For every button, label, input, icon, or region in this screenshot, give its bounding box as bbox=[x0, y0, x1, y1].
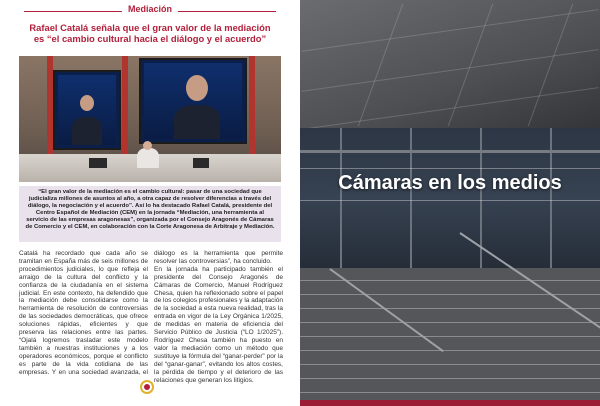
speaker-head bbox=[186, 75, 208, 101]
presenter-head bbox=[143, 141, 152, 150]
window-mullion bbox=[340, 128, 342, 268]
video-screen-right bbox=[139, 58, 247, 144]
article-lead: “El gran valor de la mediación es el cambio cultural: pasar de una sociedad que judicializa millones de asuntos al año, a otra capaz de resolver diferencias a través del diálogo, la negociación y el acuerdo”. Así lo ha destacado Rafael Catalá, presidente del Centro Español de Mediación (CEM) en la jornada “Mediación, una herramienta al servicio de las empresas aragonesas”, organizada por el Consejo Aragonés de Cámaras de Comercio y el CEM, en colaboración con la Corte Aragonesa de Arbitraje y Mediación. bbox=[25, 189, 275, 230]
window-mullion bbox=[410, 128, 412, 268]
article-headline: Rafael Catalá señala que el gran valor de la mediación es “el cambio cultural hacia el diálogo y el acuerdo” bbox=[29, 22, 271, 44]
speaker-figure bbox=[174, 105, 220, 139]
section-header bbox=[24, 4, 276, 18]
cover-title: Cámaras en los medios bbox=[338, 172, 562, 194]
article-photo bbox=[19, 56, 281, 182]
monitor bbox=[89, 158, 107, 168]
body-paragraph: Catalá ha recordado que cada año se tramitan en España más de seis millones de procedimientos judiciales, lo que refleja el arraigo de la cultura del conflicto y la confianza de la ciudadanía en el sistema judicial. En este contexto, ha defendido que la mediación debe consolidarse como la herramienta de resolución de controversias de las sociedades democráticas, que ofrece soluciones rápidas, eficientes y que preserva las relaciones entre las partes. “Ojalá logremos trasladar este modelo también a nuestras instituciones y a los operadores económicos, porque el conflicto es parte de la vida cotidiana de las empresas. Y en una sociedad avanzada, el diálogo es la herramienta que permite resolver las controversias”, ha concluido. bbox=[19, 250, 283, 376]
title-rule bbox=[300, 200, 600, 201]
section-label: Mediación bbox=[122, 4, 178, 14]
camara-logo-icon bbox=[140, 380, 154, 394]
staircase bbox=[300, 268, 600, 406]
photo-pillar bbox=[122, 56, 128, 156]
article-body bbox=[19, 250, 283, 384]
article-lead-box bbox=[19, 186, 281, 242]
speaker-figure bbox=[72, 117, 102, 145]
footer-band bbox=[300, 400, 600, 406]
speaker-head bbox=[80, 95, 94, 111]
glass-facade bbox=[300, 128, 600, 268]
video-screen-left bbox=[53, 70, 121, 150]
title-rule bbox=[300, 168, 600, 169]
cover-page bbox=[300, 0, 600, 406]
presenter-figure bbox=[137, 148, 159, 168]
body-paragraph: En la jornada ha participado también el presidente del Consejo Aragonés de Cámaras de Comercio, Manuel Rodríguez Chesa, quien ha reflexionado sobre el papel de los colegios profesionales y la adaptación de la sociedad a esta nueva realidad, tras la entrada en vigor de la Ley Orgánica 1/2025, de medidas en materia de eficiencia del Servicio Público de Justicia (“LO 1/2025”). Rodríguez Chesa también ha puesto en valor la mediación como un método que sustituye la fórmula del “ganar-perder” por la del “ganar-ganar”, evitando los altos costes, la pérdida de tiempo y el deterioro de las relaciones que generan los litigios. bbox=[154, 265, 284, 384]
balcony-rail bbox=[300, 150, 600, 153]
window-mullion bbox=[550, 128, 552, 268]
photo-pillar bbox=[249, 56, 255, 156]
monitor bbox=[193, 158, 209, 168]
